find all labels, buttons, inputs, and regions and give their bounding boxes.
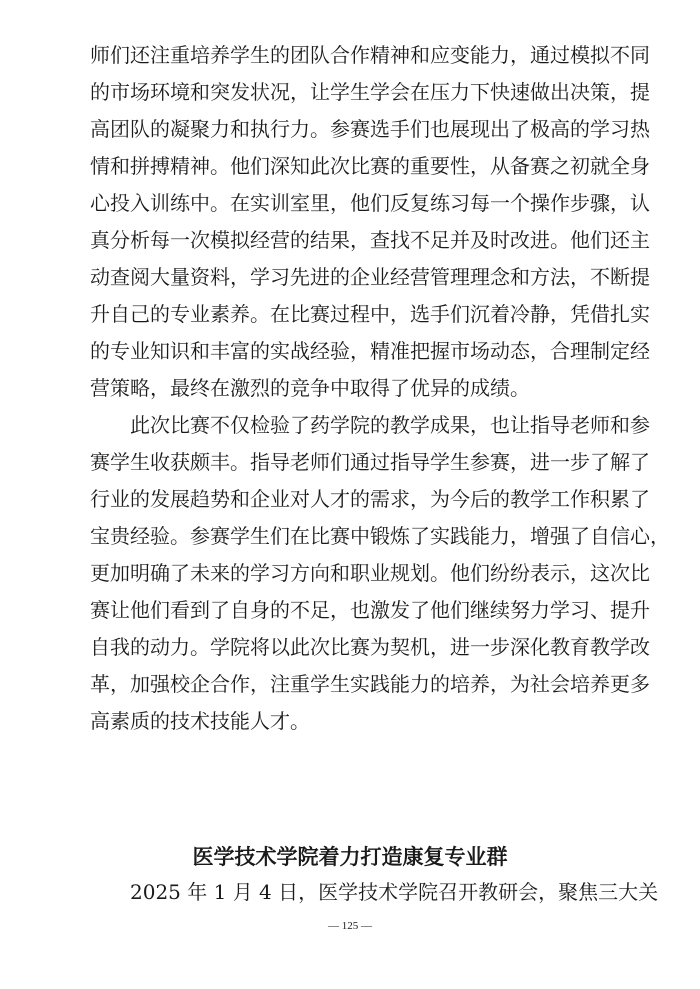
paragraph-2-line: 更加明确了未来的学习方向和职业规划。他们纷纷表示，这次比 (90, 561, 650, 585)
paragraph-2-line: 此次比赛不仅检验了药学院的教学成果，也让指导老师和参 (130, 413, 650, 437)
paragraph-1-line: 升自己的专业素养。在比赛过程中，选手们沉着冷静，凭借扎实 (90, 302, 650, 326)
paragraph-2-line: 宝贵经验。参赛学生们在比赛中锻炼了实践能力，增强了自信心， (90, 524, 670, 548)
paragraph-1-line: 高团队的凝聚力和执行力。参赛选手们也展现出了极高的学习热 (90, 117, 650, 141)
section-heading: 医学技术学院着力打造康复专业群 (192, 845, 508, 869)
paragraph-1-line: 营策略，最终在激烈的竞争中取得了优异的成绩。 (90, 376, 530, 400)
section-first-line: 2025 年 1 月 4 日，医学技术学院召开教研会，聚焦三大关 (130, 880, 659, 904)
paragraph-1-line: 动查阅大量资料，学习先进的企业经营管理理念和方法，不断提 (90, 265, 650, 289)
paragraph-2-line: 高素质的技术技能人才。 (90, 709, 310, 733)
paragraph-1-line: 心投入训练中。在实训室里，他们反复练习每一个操作步骤，认 (90, 191, 650, 215)
paragraph-1-line: 师们还注重培养学生的团队合作精神和应变能力，通过模拟不同 (90, 43, 650, 67)
paragraph-2-line: 革，加强校企合作，注重学生实践能力的培养，为社会培养更多 (90, 672, 650, 696)
paragraph-2-line: 赛学生收获颇丰。指导老师们通过指导学生参赛，进一步了解了 (90, 450, 650, 474)
paragraph-1-line: 的专业知识和丰富的实战经验，精准把握市场动态，合理制定经 (90, 339, 650, 363)
paragraph-1-line: 真分析每一次模拟经营的结果，查找不足并及时改进。他们还主 (90, 228, 650, 252)
paragraph-2-line: 行业的发展趋势和企业对人才的需求，为今后的教学工作积累了 (90, 487, 650, 511)
paragraph-2-line: 赛让他们看到了自身的不足，也激发了他们继续努力学习、提升 (90, 598, 650, 622)
paragraph-1-line: 情和拼搏精神。他们深知此次比赛的重要性，从备赛之初就全身 (90, 154, 650, 178)
paragraph-2-line: 自我的动力。学院将以此次比赛为契机，进一步深化教育教学改 (90, 635, 650, 659)
paragraph-1-line: 的市场环境和突发状况，让学生学会在压力下快速做出决策，提 (90, 80, 650, 104)
page-number: — 125 — (328, 920, 372, 932)
